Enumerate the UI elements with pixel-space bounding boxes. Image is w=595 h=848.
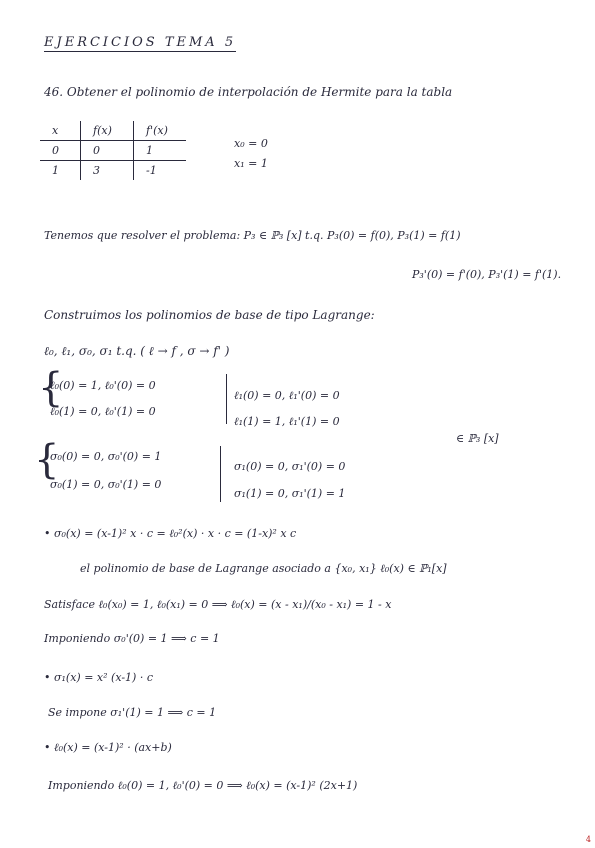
left-brace: {: [38, 365, 64, 411]
problem-statement-cont: P₃'(0) = f'(0), P₃'(1) = f'(1).: [412, 268, 562, 281]
table-cell: 0: [81, 141, 134, 161]
l0-formula: ℓ₀(x) = (x-1)² · (ax+b): [54, 741, 172, 754]
sigma1-formula: σ₁(x) = x² (x-1) · c: [54, 671, 153, 684]
exercise-statement: [44, 85, 452, 99]
bullet-icon: •: [44, 741, 51, 754]
l1-conditions-a: ℓ₁(0) = 0, ℓ₁'(0) = 0: [234, 389, 340, 402]
problem-statement: Tenemos que resolver el problema: P₃ ∈ ℙ₃ [x] t.q. P₃(0) = f(0), P₃(1) = f(1): [44, 229, 461, 242]
s0-conditions-a: σ₀(0) = 0, σ₀'(0) = 1: [50, 450, 162, 463]
impose-sigma1: Se impone σ₁'(1) = 1 ⟹ c = 1: [48, 706, 217, 719]
bullet-icon: •: [44, 527, 51, 540]
l0-derivation: [44, 741, 172, 754]
exercise-number: 46.: [44, 85, 64, 99]
l0-conditions-a: ℓ₀(0) = 1, ℓ₀'(0) = 0: [50, 379, 156, 392]
table-row: [40, 161, 186, 181]
table-row: [40, 141, 186, 161]
node-x0: x₀ = 0: [234, 137, 268, 150]
sigma0-derivation: [44, 527, 296, 540]
table-cell: 3: [81, 161, 134, 181]
table-header-cell: x: [40, 121, 81, 141]
impose-sigma0: Imponiendo σ₀'(0) = 1 ⟹ c = 1: [44, 632, 220, 645]
data-table: [40, 121, 186, 180]
l0-conditions-b: ℓ₀(1) = 0, ℓ₀'(1) = 0: [50, 405, 156, 418]
s1-conditions-a: σ₁(0) = 0, σ₁'(0) = 0: [234, 460, 346, 473]
bullet-icon: •: [44, 671, 51, 684]
node-x1: x₁ = 1: [234, 157, 268, 170]
table-header-row: [40, 121, 186, 141]
sigma0-formula: σ₀(x) = (x-1)² x · c = ℓ₀²(x) · x · c = (1-x)² x c: [54, 527, 297, 540]
table-cell: 1: [40, 161, 81, 181]
s1-conditions-b: σ₁(1) = 0, σ₁'(1) = 1: [234, 487, 346, 500]
exercise-text: Obtener el polinomio de interpolación de Hermite para la tabla: [66, 85, 453, 99]
construction-text: Construimos los polinomios de base de tipo Lagrange:: [44, 308, 375, 322]
separator-bar: [226, 374, 227, 424]
polynomial-space: ∈ ℙ₃ [x]: [456, 432, 499, 445]
s0-conditions-b: σ₀(1) = 0, σ₀'(1) = 0: [50, 478, 162, 491]
lagrange-satisfies: Satisface ℓ₀(x₀) = 1, ℓ₀(x₁) = 0 ⟹ ℓ₀(x) = (x - x₁)/(x₀ - x₁) = 1 - x: [44, 598, 392, 611]
sigma1-derivation: [44, 671, 153, 684]
lagrange-basis-text: el polinomio de base de Lagrange asociado a {x₀, x₁} ℓ₀(x) ∈ ℙ₁[x]: [80, 562, 447, 575]
table-cell: 1: [134, 141, 187, 161]
table-header-cell: f(x): [81, 121, 134, 141]
impose-l0: Imponiendo ℓ₀(0) = 1, ℓ₀'(0) = 0 ⟹ ℓ₀(x) = (x-1)² (2x+1): [48, 779, 358, 792]
left-brace: {: [34, 437, 60, 483]
table-cell: -1: [146, 164, 157, 177]
separator-bar: [220, 446, 221, 502]
l1-conditions-b: ℓ₁(1) = 1, ℓ₁'(1) = 0: [234, 415, 340, 428]
basis-definition: ℓ₀, ℓ₁, σ₀, σ₁ t.q. ( ℓ → f , σ → f' ): [44, 344, 230, 358]
corner-mark: 4: [585, 835, 591, 844]
table-cell: 0: [40, 141, 81, 161]
table-header-cell: f'(x): [134, 121, 187, 141]
page-title: EJERCICIOS TEMA 5: [44, 35, 237, 50]
